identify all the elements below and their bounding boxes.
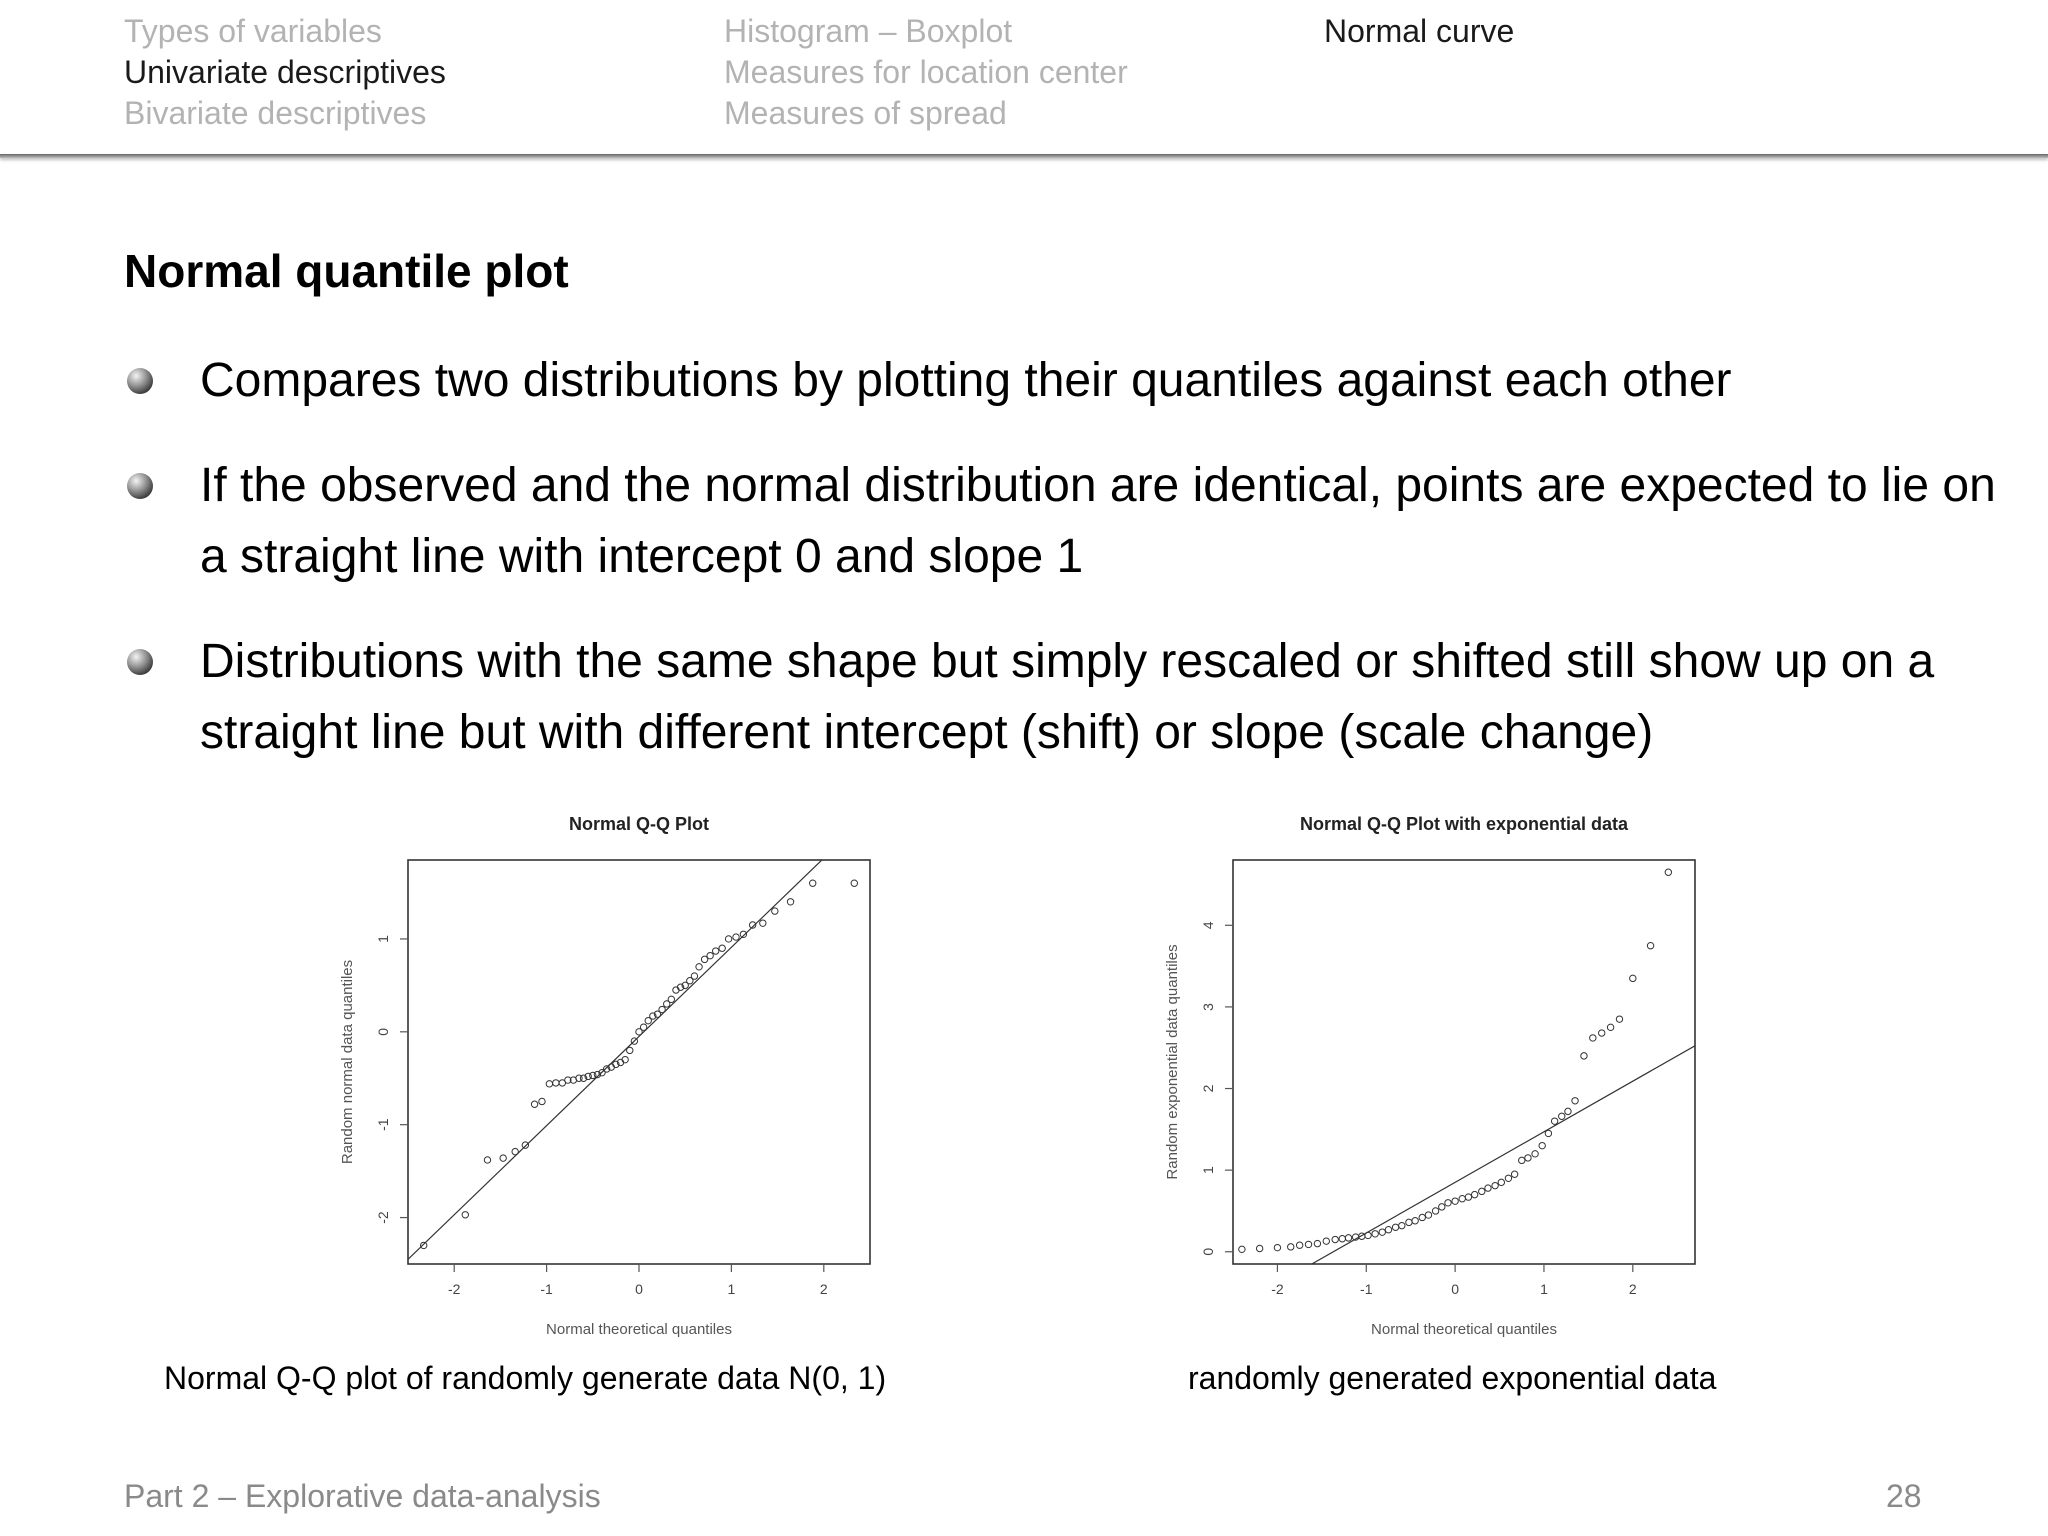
y-tick-label: -2 bbox=[375, 1211, 391, 1224]
plot-title: Normal Q-Q Plot bbox=[568, 814, 710, 834]
x-tick-label: -2 bbox=[1271, 1281, 1284, 1297]
data-point bbox=[851, 880, 857, 886]
plot-title: Normal Q-Q Plot with exponential data bbox=[1299, 814, 1629, 834]
data-point bbox=[733, 934, 739, 940]
data-point bbox=[1616, 1016, 1622, 1022]
data-point bbox=[810, 880, 816, 886]
data-point bbox=[1465, 1194, 1471, 1200]
bullet-dot-icon bbox=[127, 649, 153, 675]
y-tick-label: 1 bbox=[1200, 1166, 1216, 1175]
data-point bbox=[1471, 1191, 1477, 1197]
data-point bbox=[627, 1047, 633, 1053]
data-point bbox=[1365, 1232, 1371, 1238]
data-point bbox=[1332, 1236, 1338, 1242]
section-navigation bbox=[0, 0, 2048, 156]
bullet-dot-icon bbox=[127, 368, 153, 394]
data-point bbox=[1511, 1171, 1517, 1177]
y-tick-label: 1 bbox=[375, 935, 391, 943]
nav-column-sections bbox=[124, 11, 446, 134]
data-point bbox=[1565, 1108, 1571, 1114]
footer-page-number: 28 bbox=[1886, 1478, 1922, 1514]
data-point bbox=[707, 952, 713, 958]
bullet-dot-icon bbox=[127, 473, 153, 499]
y-tick-label: 0 bbox=[375, 1027, 391, 1036]
x-tick-label: 1 bbox=[1540, 1281, 1548, 1297]
nav-column-current bbox=[1324, 11, 1514, 52]
data-point bbox=[760, 920, 766, 926]
bullet-text: Compares two distributions by plotting their quantiles against each other bbox=[200, 354, 1732, 407]
y-tick-label: 4 bbox=[1200, 921, 1216, 930]
data-point bbox=[484, 1157, 490, 1163]
nav-item-univariate-descriptives[interactable]: Univariate descriptives bbox=[124, 54, 446, 90]
data-point bbox=[1485, 1185, 1491, 1191]
y-tick-label: 0 bbox=[1200, 1247, 1216, 1256]
nav-item-measures-of-spread[interactable]: Measures of spread bbox=[724, 95, 1007, 131]
data-point bbox=[531, 1101, 537, 1107]
x-axis-label: Normal theoretical quantiles bbox=[1371, 1321, 1557, 1338]
nav-item-bivariate-descriptives[interactable]: Bivariate descriptives bbox=[124, 95, 427, 131]
data-point bbox=[1305, 1241, 1311, 1247]
bullet-item bbox=[124, 450, 2004, 592]
x-tick-label: 0 bbox=[635, 1281, 643, 1297]
data-point bbox=[1425, 1212, 1431, 1218]
data-point bbox=[1445, 1200, 1451, 1206]
nav-item-measures-location-center[interactable]: Measures for location center bbox=[724, 54, 1128, 90]
data-point bbox=[1581, 1053, 1587, 1059]
nav-item-types-of-variables[interactable]: Types of variables bbox=[124, 13, 382, 49]
data-point bbox=[640, 1024, 646, 1030]
data-point bbox=[1432, 1208, 1438, 1214]
data-point bbox=[421, 1242, 427, 1248]
y-axis-label: Random normal data quantiles bbox=[339, 959, 356, 1165]
data-point bbox=[1379, 1229, 1385, 1235]
reference-line bbox=[408, 814, 870, 1260]
plot-frame bbox=[1233, 860, 1695, 1264]
data-point bbox=[1452, 1198, 1458, 1204]
bullet-item bbox=[124, 345, 2004, 416]
y-tick-label: 3 bbox=[1200, 1003, 1216, 1011]
nav-item-histogram-boxplot[interactable]: Histogram – Boxplot bbox=[724, 13, 1013, 49]
y-tick-label: -1 bbox=[375, 1118, 391, 1131]
data-point bbox=[1479, 1188, 1485, 1194]
nav-item-normal-curve[interactable]: Normal curve bbox=[1324, 13, 1515, 49]
data-point bbox=[1439, 1204, 1445, 1210]
data-point bbox=[539, 1098, 545, 1104]
data-point bbox=[1256, 1245, 1262, 1251]
data-point bbox=[512, 1148, 518, 1154]
x-tick-label: 0 bbox=[1451, 1281, 1460, 1297]
data-point bbox=[1345, 1235, 1351, 1241]
data-point bbox=[1459, 1196, 1465, 1202]
data-point bbox=[1323, 1238, 1329, 1244]
bullet-item bbox=[124, 626, 2004, 768]
data-point bbox=[1419, 1214, 1425, 1220]
data-point bbox=[1339, 1235, 1345, 1241]
data-point bbox=[1505, 1175, 1511, 1181]
x-tick-label: 2 bbox=[819, 1281, 828, 1297]
data-point bbox=[1296, 1242, 1302, 1248]
data-point bbox=[1385, 1227, 1391, 1233]
data-point bbox=[1551, 1118, 1557, 1124]
bullet-text: If the observed and the normal distribution are identical, points are expected to lie on a straight line with intercept 0 and slope 1 bbox=[200, 459, 1996, 583]
data-point bbox=[1630, 975, 1636, 981]
data-point bbox=[1498, 1179, 1504, 1185]
plot-frame bbox=[408, 860, 870, 1264]
data-point bbox=[1412, 1218, 1418, 1224]
data-point bbox=[1239, 1246, 1245, 1252]
data-point bbox=[1406, 1219, 1412, 1225]
caption-exponential-plot: randomly generated exponential data bbox=[1188, 1360, 1717, 1396]
data-point bbox=[1539, 1142, 1545, 1148]
y-tick-label: 2 bbox=[1200, 1084, 1216, 1093]
y-axis-label: Random exponential data quantiles bbox=[1164, 944, 1181, 1180]
footer-section: Part 2 – Explorative data-analysis bbox=[124, 1478, 601, 1514]
data-point bbox=[1492, 1182, 1498, 1188]
bullet-text: Distributions with the same shape but simply rescaled or shifted still show up on a straight line but with different intercept (shift) or slope (scale change) bbox=[200, 635, 1935, 759]
caption-normal-plot: Normal Q-Q plot of randomly generate data N(0, 1) bbox=[164, 1360, 887, 1396]
qq-plot-exponential bbox=[1145, 800, 1705, 1350]
data-point bbox=[553, 1080, 559, 1086]
data-point bbox=[696, 964, 702, 970]
x-axis-label: Normal theoretical quantiles bbox=[546, 1321, 732, 1338]
data-point bbox=[668, 996, 674, 1002]
x-tick-label: -1 bbox=[1360, 1281, 1373, 1297]
slide-title: Normal quantile plot bbox=[124, 245, 569, 297]
data-point bbox=[1399, 1222, 1405, 1228]
nav-divider bbox=[0, 154, 2048, 158]
data-point bbox=[1590, 1035, 1596, 1041]
data-point bbox=[1545, 1130, 1551, 1136]
x-tick-label: 1 bbox=[727, 1281, 736, 1297]
x-tick-label: -2 bbox=[447, 1281, 461, 1297]
nav-column-subsections bbox=[724, 11, 1128, 134]
data-point bbox=[462, 1212, 468, 1218]
data-point bbox=[1372, 1231, 1378, 1237]
data-point bbox=[1525, 1155, 1531, 1161]
data-point bbox=[1519, 1157, 1525, 1163]
x-tick-label: -1 bbox=[540, 1281, 553, 1297]
qq-plot-normal bbox=[320, 800, 880, 1350]
qq-plot-normal-svg bbox=[320, 800, 880, 1350]
x-tick-label: 2 bbox=[1628, 1281, 1637, 1297]
data-point bbox=[1314, 1240, 1320, 1246]
data-point bbox=[1392, 1224, 1398, 1230]
qq-plot-exponential-svg bbox=[1145, 800, 1705, 1350]
data-point bbox=[1288, 1244, 1294, 1250]
data-point bbox=[1274, 1244, 1280, 1250]
data-point bbox=[1559, 1113, 1565, 1119]
data-point bbox=[787, 899, 793, 905]
data-point bbox=[1599, 1030, 1605, 1036]
data-point bbox=[522, 1142, 528, 1148]
data-point bbox=[1532, 1151, 1538, 1157]
data-point bbox=[1607, 1024, 1613, 1030]
reference-line bbox=[1233, 1046, 1695, 1309]
data-point bbox=[500, 1155, 506, 1161]
bullet-list bbox=[124, 345, 2004, 802]
data-point bbox=[1572, 1098, 1578, 1104]
data-point bbox=[719, 945, 725, 951]
data-point bbox=[1665, 869, 1671, 875]
data-point bbox=[725, 936, 731, 942]
data-point bbox=[772, 908, 778, 914]
data-point bbox=[712, 948, 718, 954]
data-point bbox=[546, 1081, 552, 1087]
data-point bbox=[659, 1006, 665, 1012]
data-point bbox=[1647, 942, 1653, 948]
data-point bbox=[691, 973, 697, 979]
